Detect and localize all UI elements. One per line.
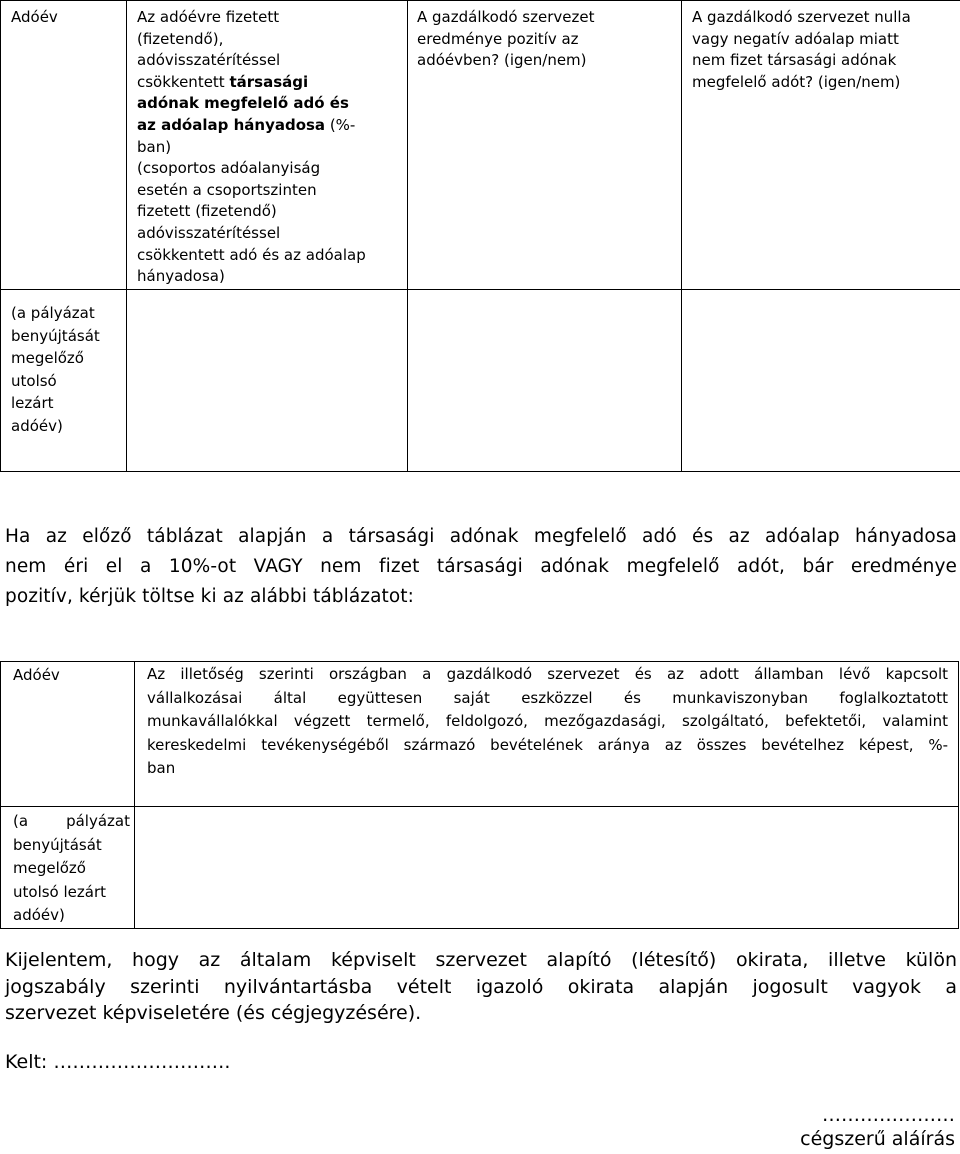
tax-ratio-input-cell[interactable] xyxy=(127,290,408,472)
revenue-ratio-table xyxy=(0,661,959,929)
paragraph-line: pozitív, kérjük töltse ki az alábbi táblázatot: xyxy=(5,586,414,607)
header-text-segment: társasági xyxy=(229,72,309,91)
revenue-ratio-header xyxy=(135,662,959,807)
header-text-line: adóévben? (igen/nem) xyxy=(417,51,587,70)
header-text-line xyxy=(137,72,401,94)
header-text-line xyxy=(137,50,401,72)
header-text-segment: csökkentett xyxy=(137,72,230,91)
paragraph-line: szervezet képviseletére (és cégjegyzésére). xyxy=(5,1002,422,1024)
header-text-line: vagy negatív adóalap miatt xyxy=(692,29,899,48)
header-text-line: eredménye pozitív az xyxy=(417,29,579,48)
positive-result-input-cell[interactable] xyxy=(408,290,682,472)
revenue-ratio-header-row xyxy=(1,662,959,807)
row-label-line: adóév) xyxy=(11,416,63,435)
row-label-line: benyújtását xyxy=(13,835,102,854)
row-label-line: benyújtását xyxy=(11,326,100,345)
last-closed-tax-year-label xyxy=(1,807,135,929)
header-text-segment: (csoportos adóalanyiság xyxy=(137,159,321,178)
header-text-line xyxy=(137,93,401,115)
header-text-line xyxy=(137,115,401,137)
header-text-line xyxy=(137,245,401,267)
row-label-line: (a pályázat xyxy=(11,304,95,322)
tax-ratio-header-row xyxy=(1,1,960,290)
last-closed-tax-year-label xyxy=(1,290,127,472)
header-text-line: munkavállalókkal végzett termelő, feldolgozó, mezőgazdasági, szolgáltató, befektetői, valamint xyxy=(147,712,948,730)
header-text-segment: esetén a csoportszinten xyxy=(137,180,317,199)
row-label-line: (a pályázat xyxy=(13,812,130,830)
header-text-segment: adóvisszatérítéssel xyxy=(137,223,281,242)
header-text-segment: adóvisszatérítéssel xyxy=(137,51,281,70)
tax-year-header: Adóév xyxy=(1,1,127,290)
header-text-line xyxy=(137,29,401,51)
header-text-line: A gazdálkodó szervezet xyxy=(417,8,595,26)
paragraph-line: Kijelentem, hogy az általam képviselt szervezet alapító (létesítő) okirata, illetve külön xyxy=(5,949,957,971)
tax-year-header: Adóév xyxy=(1,662,135,807)
header-text-segment: csökkentett adó és az adóalap xyxy=(137,245,366,264)
date-place-line[interactable]: Kelt: ………………………. xyxy=(5,1051,231,1073)
paragraph-line: Ha az előző táblázat alapján a társasági adónak megfelelő adó és az adóalap hányadosa xyxy=(5,526,957,547)
header-text-line: megfelelő adót? (igen/nem) xyxy=(692,72,901,91)
header-text-line xyxy=(137,223,401,245)
paragraph-line: jogszabály szerinti nyilvántartásba vételt igazoló okirata alapján jogosult vagyok a xyxy=(5,975,957,998)
header-text-line xyxy=(137,158,401,180)
header-text-line xyxy=(137,7,401,29)
row-label-line: lezárt xyxy=(11,394,54,412)
header-text-line: ban xyxy=(147,759,176,777)
header-text-line: nem fizet társasági adónak xyxy=(692,51,897,70)
header-text-line xyxy=(137,137,401,159)
tax-ratio-data-row xyxy=(1,290,960,472)
header-text-segment: az adóalap hányadosa xyxy=(137,115,326,134)
no-corporate-tax-input-cell[interactable] xyxy=(682,290,960,472)
tax-ratio-header xyxy=(127,1,408,290)
header-text-segment: Az adóévre fizetett xyxy=(137,8,280,26)
row-label-line: megelőző xyxy=(11,349,84,367)
header-text-line: vállalkozásai által együttesen saját eszközzel és munkaviszonyban foglalkoztatott xyxy=(147,688,948,707)
revenue-ratio-data-row xyxy=(1,807,959,929)
no-corporate-tax-header xyxy=(682,1,960,290)
positive-result-header xyxy=(408,1,682,290)
declaration-paragraph xyxy=(5,947,957,1027)
header-text-line xyxy=(137,201,401,223)
header-text-line xyxy=(137,266,401,288)
header-text-line: kereskedelmi tevékenységéből származó bevételének aránya az összes bevételhez képest, %- xyxy=(147,735,948,754)
paragraph-line: nem éri el a 10%-ot VAGY nem fizet társasági adónak megfelelő adót, bár eredménye xyxy=(5,556,957,577)
signature-line[interactable]: ………………… xyxy=(822,1104,955,1126)
row-label-line: utolsó lezárt xyxy=(13,882,107,901)
row-label-line: adóév) xyxy=(13,906,65,924)
header-text-segment: (%- xyxy=(325,115,356,134)
revenue-ratio-input-cell[interactable] xyxy=(135,807,959,929)
signature-label: cégszerű aláírás xyxy=(800,1128,955,1150)
header-text-segment: (fizetendő), xyxy=(137,29,224,48)
tax-ratio-table xyxy=(0,0,960,472)
instruction-paragraph xyxy=(5,522,957,612)
header-text-segment: hányadosa) xyxy=(137,267,225,286)
header-text-segment: ban) xyxy=(137,137,172,156)
header-text-segment: adónak megfelelő adó és xyxy=(137,94,349,113)
header-text-line xyxy=(137,180,401,202)
row-label-line: utolsó xyxy=(11,371,57,390)
row-label-line: megelőző xyxy=(13,859,86,877)
header-text-line: Az illetőség szerinti országban a gazdálkodó szervezet és az adott államban lévő kapcsolt xyxy=(147,665,948,683)
header-text-line: A gazdálkodó szervezet nulla xyxy=(692,8,911,26)
header-text-segment: fizetett (fizetendő) xyxy=(137,202,277,221)
